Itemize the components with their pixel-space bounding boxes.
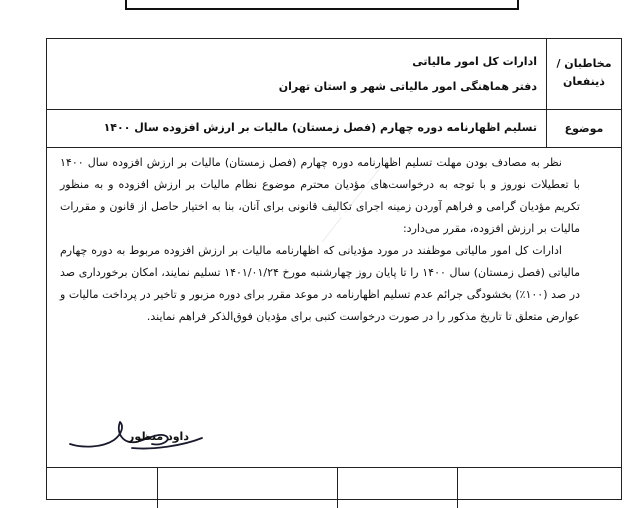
watermark: ⸻ ⸻ ⸻ [315,154,393,247]
body-paragraph-2: ادارات کل امور مالیاتی موظفند در مورد مؤدیانی که اظهارنامه مالیات بر ارزش افزوده مربوط به دوره چهارم مالیاتی (فصل زمستان) سال ۱۴۰۰ را تا پایان روز چهارشنبه مورخ ۱۴۰۱/۰۱/۲۴ تسلیم نمایند، امکان برخورداری صد در صد (۱۰۰٪) بخشودگی جرائم عدم تسلیم اظهارنامه در موعد مقرر برای دوره مزبور و تاخیر در پرداخت مالیات و عوارض متعلق تا تاریخ مذکور را در صورت درخواست کتبی برای مؤدیان فوق‌الذکر فراهم نمایند. [60,244,580,323]
footer-cell-divider [337,468,338,508]
subject-text: تسلیم اظهارنامه دوره چهارم (فصل زمستان) مالیات بر ارزش افزوده سال ۱۴۰۰ [103,121,537,134]
subject-divider [47,147,621,148]
addressee-line1: ادارات کل امور مالیاتی [412,55,537,68]
header-divider [47,109,621,110]
footer-cell-divider [457,468,458,508]
addressee-line2: دفتر هماهنگی امور مالیاتی شهر و استان تهران [278,80,537,93]
footer-table-row [47,467,621,508]
top-header-bar [125,0,519,10]
footer-cell-divider [157,468,158,508]
addressee-label-line2: ذینفعان [563,75,605,88]
subject-label: موضوع [564,122,604,135]
signer-name: داود منظور [128,430,189,443]
addressee-label-line1: مخاطبان / [556,57,612,70]
letter-body [60,152,580,328]
body-paragraph-1: نظر به مصادف بودن مهلت تسلیم اظهارنامه دوره چهارم (فصل زمستان) مالیات بر ارزش افزوده سال ۱۴۰۰ با تعطیلات نوروز و با توجه به درخواست‌های مؤدیان محترم موضوع نظام مالیات بر ارزش افزوده و به منظور تکریم مؤدیان گرامی و فراهم آوردن زمینه اجرای تکالیف قانونی برای آنان، بنا به اختیار حاصل از قانون و مقررات مالیات بر ارزش افزوده، مقرر می‌دارد: [60,156,580,235]
